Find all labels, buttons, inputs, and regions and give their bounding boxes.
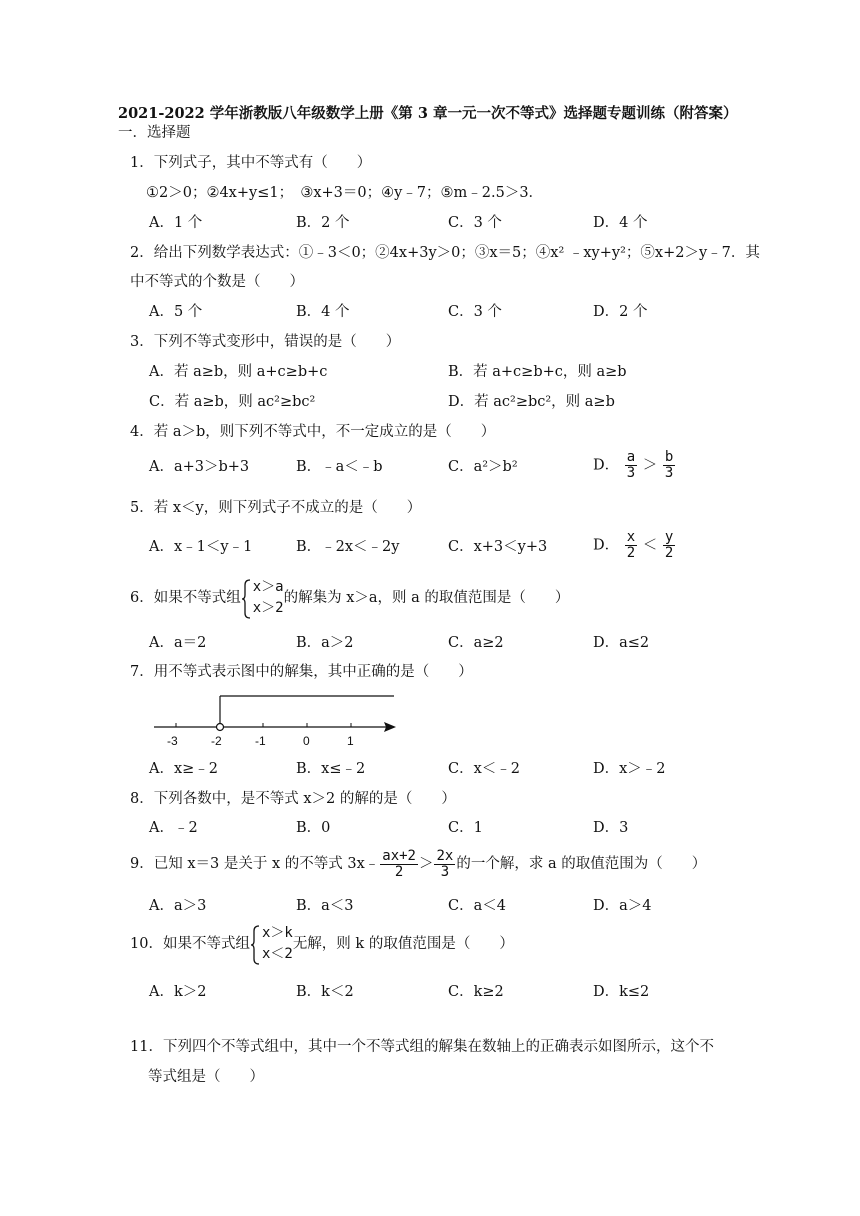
question-stem xyxy=(130,846,706,882)
option-b: B．﹣2x＜﹣2y xyxy=(296,539,400,555)
option-c: C．3 个 xyxy=(448,215,502,231)
operator: ＞ xyxy=(642,457,658,474)
option-label: D． xyxy=(593,537,620,554)
option-a: A．x≥﹣2 xyxy=(149,761,219,777)
number-line-figure xyxy=(150,690,400,750)
tick-label: -1 xyxy=(255,734,266,748)
option-a: A．k＞2 xyxy=(149,984,207,1000)
option-a: A．x﹣1＜y﹣1 xyxy=(149,539,253,555)
question-stem: 8．下列各数中，是不等式 x＞2 的解的是（ ） xyxy=(130,791,456,807)
option-c: C．a²＞b² xyxy=(448,459,518,475)
stem-prefix: 9．已知 x＝3 是关于 x 的不等式 3x﹣ xyxy=(130,856,380,872)
option-c: C．x+3＜y+3 xyxy=(448,539,548,555)
tick-label: -3 xyxy=(167,734,178,748)
option-b: B．x≤﹣2 xyxy=(296,761,366,777)
numerator: x xyxy=(626,529,636,545)
numerator: y xyxy=(664,529,674,545)
option-c: C．x＜﹣2 xyxy=(448,761,520,777)
numerator: 2x xyxy=(436,847,454,864)
option-d: D．3 xyxy=(593,820,629,836)
question-items: ①2＞0；②4x+y≤1； ③x+3＝0；④y﹣7；⑤m﹣2.5＞3． xyxy=(146,185,544,201)
stem-prefix: 6．如果不等式组 xyxy=(130,590,241,606)
system-row: x＞k xyxy=(261,925,293,941)
system-row: x＞2 xyxy=(252,600,284,616)
operator: ＞ xyxy=(418,856,434,872)
option-b: B．0 xyxy=(296,820,331,836)
fraction xyxy=(434,849,455,880)
option-a: A．a+3＞b+3 xyxy=(149,459,250,475)
inequality-system xyxy=(250,923,293,965)
option-d: D．若 ac²≥bc²，则 a≥b xyxy=(448,394,615,410)
question-stem: 1．下列式子，其中不等式有（ ） xyxy=(130,155,372,171)
option-a: A．5 个 xyxy=(149,304,203,320)
brace-icon xyxy=(241,579,251,619)
tick-label: 1 xyxy=(347,734,354,748)
denominator: 3 xyxy=(440,863,450,880)
stem-suffix: 的解集为 x＞a，则 a 的取值范围是（ ） xyxy=(283,590,570,606)
question-stem-cont: 中不等式的个数是（ ） xyxy=(130,274,304,290)
denominator: 2 xyxy=(394,863,404,880)
option-a: A．a＝2 xyxy=(149,635,207,651)
option-b: B．k＜2 xyxy=(296,984,354,1000)
option-d: D．k≤2 xyxy=(593,984,650,1000)
option-d xyxy=(593,530,676,561)
option-label: D． xyxy=(593,457,620,474)
stem-prefix: 10．如果不等式组 xyxy=(130,936,250,952)
denominator: 3 xyxy=(664,465,674,481)
option-b: B．a＜3 xyxy=(296,898,354,914)
tick-label: -2 xyxy=(211,734,222,748)
question-stem xyxy=(130,922,514,966)
question-stem-cont: 等式组是（ ） xyxy=(148,1069,264,1085)
operator: ＜ xyxy=(642,537,658,554)
system-row: x＞a xyxy=(252,579,284,595)
option-a: A．若 a≥b，则 a+c≥b+c xyxy=(149,364,328,380)
question-stem: 4．若 a＞b，则下列不等式中，不一定成立的是（ ） xyxy=(130,424,496,440)
option-d: D．4 个 xyxy=(593,215,648,231)
fraction xyxy=(380,849,418,880)
option-d xyxy=(593,450,676,481)
numerator: ax+2 xyxy=(382,847,416,864)
option-b: B．﹣a＜﹣b xyxy=(296,459,383,475)
section-heading: 一．选择题 xyxy=(118,125,191,141)
denominator: 2 xyxy=(664,545,674,561)
tick-label: 0 xyxy=(303,734,310,748)
option-a: A．﹣2 xyxy=(149,820,198,836)
option-d: D．a＞4 xyxy=(593,898,652,914)
question-stem: 11．下列四个不等式组中，其中一个不等式组的解集在数轴上的正确表示如图所示，这个不 xyxy=(130,1039,714,1055)
fraction xyxy=(663,450,675,481)
option-b: B．若 a+c≥b+c，则 a≥b xyxy=(448,364,627,380)
option-c: C．3 个 xyxy=(448,304,502,320)
fraction xyxy=(625,530,637,561)
stem-suffix: 无解，则 k 的取值范围是（ ） xyxy=(292,936,514,952)
option-b: B．a＞2 xyxy=(296,635,354,651)
system-row: x＜2 xyxy=(261,946,293,962)
brace-icon xyxy=(250,925,260,965)
option-c: C．a≥2 xyxy=(448,635,504,651)
denominator: 3 xyxy=(626,465,636,481)
question-stem: 5．若 x＜y，则下列式子不成立的是（ ） xyxy=(130,500,422,516)
option-a: A．1 个 xyxy=(149,215,203,231)
option-b: B．4 个 xyxy=(296,304,350,320)
question-stem xyxy=(130,576,569,620)
fraction xyxy=(663,530,675,561)
open-circle-endpoint xyxy=(217,724,224,731)
option-d: D．a≤2 xyxy=(593,635,650,651)
question-stem: 7．用不等式表示图中的解集，其中正确的是（ ） xyxy=(130,664,473,680)
numerator: b xyxy=(664,449,674,465)
fraction xyxy=(625,450,637,481)
option-a: A．a＞3 xyxy=(149,898,207,914)
option-d: D．x＞﹣2 xyxy=(593,761,666,777)
option-d: D．2 个 xyxy=(593,304,648,320)
inequality-system xyxy=(241,577,284,619)
denominator: 2 xyxy=(626,545,636,561)
question-stem: 2．给出下列数学表达式：①﹣3＜0；②4x+3y＞0；③x＝5；④x² ﹣xy+y²；⑤x+2＞y﹣7．其 xyxy=(130,245,760,261)
numerator: a xyxy=(626,449,636,465)
page-title: 2021-2022 学年浙教版八年级数学上册《第 3 章一元一次不等式》选择题专题训练（附答案） xyxy=(118,105,738,122)
question-stem: 3．下列不等式变形中，错误的是（ ） xyxy=(130,334,401,350)
option-c: C．a＜4 xyxy=(448,898,506,914)
stem-suffix: 的一个解，求 a 的取值范围为（ ） xyxy=(456,856,707,872)
option-b: B．2 个 xyxy=(296,215,350,231)
option-c: C．1 xyxy=(448,820,483,836)
option-c: C．若 a≥b，则 ac²≥bc² xyxy=(149,394,316,410)
option-c: C．k≥2 xyxy=(448,984,504,1000)
